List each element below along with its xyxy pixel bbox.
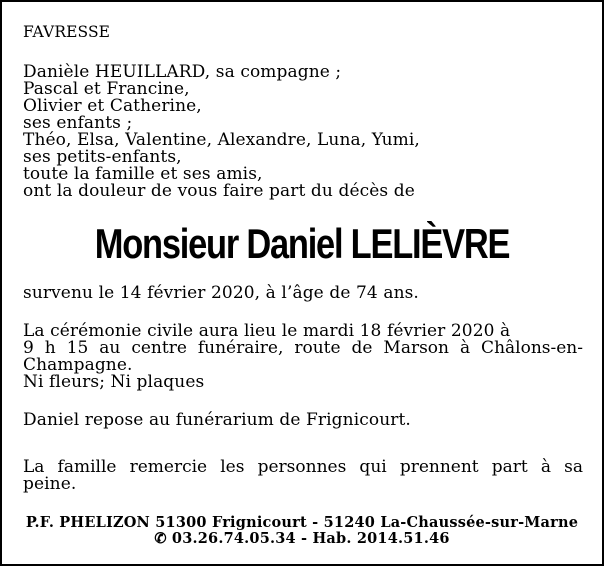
ceremony-line-2: 9 h 15 au centre funéraire, route de Marson à Châlons-en- [23, 338, 583, 358]
thanks-line-2: peine. [23, 474, 77, 494]
deceased-name: Monsieur Daniel LELIÈVRE [94, 220, 510, 267]
funeral-home-text: Daniel repose au funérarium de Frignicourt. [23, 410, 411, 430]
family-line-2: Pascal et Francine, [23, 79, 190, 99]
funeral-director-phone: ✆ 03.26.74.05.34 - Hab. 2014.51.46 [154, 530, 450, 547]
town-heading: FAVRESSE [23, 23, 111, 41]
family-line-3: Olivier et Catherine, [23, 96, 202, 116]
family-line-1: Danièle HEUILLARD, sa compagne ; [23, 62, 342, 82]
family-line-8: ont la douleur de vous faire part du décès de [23, 181, 415, 201]
ceremony-line-1: La cérémonie civile aura lieu le mardi 18 février 2020 à [23, 321, 511, 341]
family-line-6: ses petits-enfants, [23, 147, 182, 167]
ceremony-line-3: Champagne. [23, 355, 133, 375]
family-line-5: Théo, Elsa, Valentine, Alexandre, Luna, Yumi, [23, 130, 420, 150]
death-date-text: survenu le 14 février 2020, à l’âge de 74 ans. [23, 283, 419, 303]
family-line-7: toute la famille et ses amis, [23, 164, 263, 184]
ceremony-line-4: Ni fleurs; Ni plaques [23, 372, 205, 392]
thanks-line-1: La famille remercie les personnes qui prennent part à sa [23, 457, 583, 477]
funeral-director-address: P.F. PHELIZON 51300 Frignicourt - 51240 La-Chaussée-sur-Marne [25, 514, 579, 531]
family-line-4: ses enfants ; [23, 113, 133, 133]
